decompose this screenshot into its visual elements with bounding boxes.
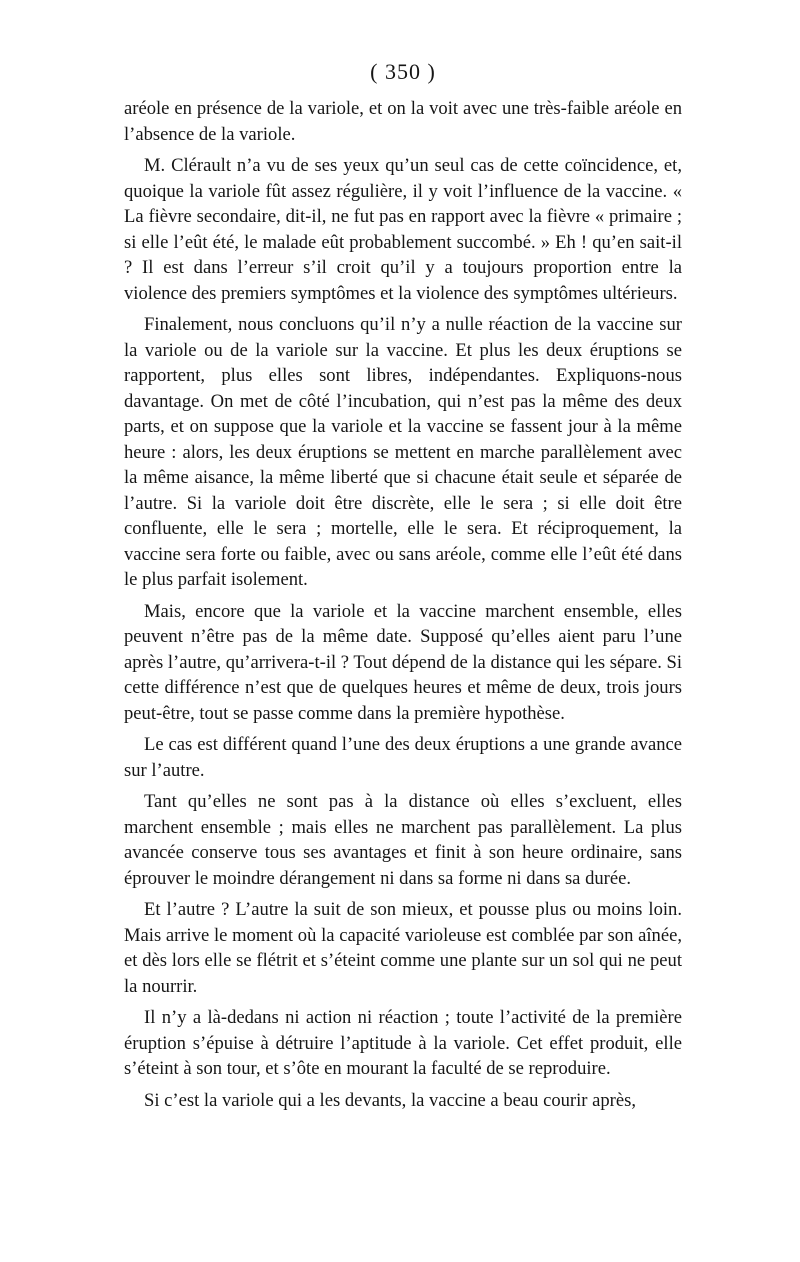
paragraph: Il n’y a là-dedans ni action ni réaction ; toute l’activité de la première éruption s’épuise à détruire l’aptitude à la variole. Cet effet produit, elle s’éteint à son tour, et s’ôte en mourant la faculté de se reproduire.: [124, 1007, 682, 1079]
book-page: [124, 58, 682, 1113]
paragraph: aréole en présence de la variole, et on la voit avec une très-faible aréole en l’absence de la variole.: [124, 98, 682, 145]
paragraph: Le cas est différent quand l’une des deux éruptions a une grande avance sur l’autre.: [124, 734, 682, 781]
paragraph: Mais, encore que la variole et la vaccine marchent ensemble, elles peuvent n’être pas de la même date. Supposé qu’elles aient paru l’une après l’autre, qu’arrivera-t-il ? Tout dépend de la distance qui les sépare. Si cette différence n’est que de quelques heures et même de deux, trois jours peut-être, tout se passe comme dans la première hypothèse.: [124, 600, 683, 724]
paragraph: Tant qu’elles ne sont pas à la distance où elles s’excluent, elles marchent ensemble ; mais elles ne marchent pas parallèlement. La plus avancée conserve tous ses avantages et finit à son heure ordinaire, sans éprouver le moindre dérangement ni dans sa forme ni dans sa durée.: [124, 791, 682, 889]
page-number: ( 350 ): [370, 59, 436, 84]
paragraph: Et l’autre ? L’autre la suit de son mieux, et pousse plus ou moins loin. Mais arrive le moment où la capacité varioleuse est comblée par son aînée, et dès lors elle se flétrit et s’éteint comme une plante sur un sol qui ne peut la nourrir.: [124, 899, 682, 997]
paragraph: Si c’est la variole qui a les devants, la vaccine a beau courir après,: [144, 1089, 637, 1111]
paragraph: Finalement, nous concluons qu’il n’y a nulle réaction de la vaccine sur la variole ou de la variole sur la vaccine. Et plus les deux éruptions se rapportent, plus elles sont libres, indépendantes. Expliquons-nous davantage. On met de côté l’incubation, qui n’est pas la même des deux parts, et on suppose que la variole et la vaccine se fassent jour à la même heure : alors, les deux éruptions se mettent en marche parallèlement avec la même aisance, la même liberté que si chacune était seule et séparée de l’autre. Si la variole doit être discrète, elle le sera ; si elle doit être confluente, elle le sera ; mortelle, elle le sera. Et réciproquement, la vaccine sera forte ou faible, avec ou sans aréole, comme elle l’eût été dans le plus parfait isolement.: [124, 314, 682, 590]
paragraph: M. Clérault n’a vu de ses yeux qu’un seul cas de cette coïncidence, et, quoique la variole fût assez régulière, il y voit l’influence de la vaccine. « La fièvre secondaire, dit-il, ne fut pas en rapport avec la fièvre « primaire ; si elle l’eût été, le malade eût probablement succombé. » Eh ! qu’en sait-il ? Il est dans l’erreur s’il croit qu’il y a toujours proportion entre la violence des premiers symptômes et la violence des symptômes ultérieurs.: [124, 155, 682, 304]
body-text: [124, 96, 682, 1113]
